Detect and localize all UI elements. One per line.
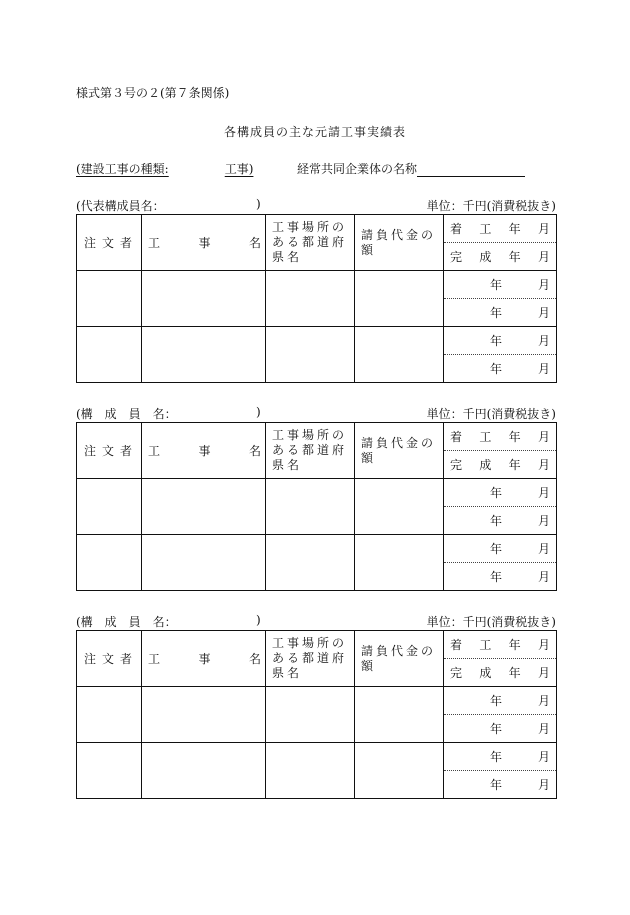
cell-client[interactable]	[77, 327, 142, 383]
performance-table-2	[76, 422, 557, 591]
member-close-paren: )	[256, 197, 261, 211]
member-label: (構 成 員 名：	[76, 407, 177, 421]
cell-client[interactable]	[77, 687, 142, 743]
header-contract-amount: 請負代金の 額	[355, 423, 444, 479]
header-client: 注文者	[77, 423, 142, 479]
header-start-date: 着 工 年 月	[444, 215, 557, 243]
cell-start-date[interactable]: 年 月	[444, 687, 557, 715]
unit-label: 単位：千円(消費税抜き)	[426, 407, 556, 421]
cell-project-name[interactable]	[142, 271, 266, 327]
cell-finish-date[interactable]: 年 月	[444, 715, 557, 743]
work-type-line	[76, 160, 253, 177]
cell-project-name[interactable]	[142, 479, 266, 535]
jv-name-line	[297, 160, 525, 177]
header-client: 注文者	[77, 631, 142, 687]
performance-table-1	[76, 214, 557, 383]
header-project-name: 工 事 名	[142, 423, 266, 479]
header-project-name: 工 事 名	[142, 215, 266, 271]
header-location: 工事場所の ある都道府 県名	[266, 215, 355, 271]
cell-location[interactable]	[266, 687, 355, 743]
page-title: 各構成員の主な元請工事実績表	[223, 125, 406, 139]
jv-name-blank[interactable]	[417, 163, 525, 177]
member-label: (構 成 員 名：	[76, 615, 177, 629]
cell-project-name[interactable]	[142, 327, 266, 383]
cell-start-date[interactable]: 年 月	[444, 479, 557, 507]
header-contract-amount: 請負代金の 額	[355, 215, 444, 271]
cell-start-date[interactable]: 年 月	[444, 271, 557, 299]
cell-location[interactable]	[266, 479, 355, 535]
header-finish-date: 完 成 年 月	[444, 659, 557, 687]
section-header-3	[76, 613, 556, 629]
header-project-name: 工 事 名	[142, 631, 266, 687]
cell-start-date[interactable]: 年 月	[444, 535, 557, 563]
header-finish-date: 完 成 年 月	[444, 243, 557, 271]
cell-start-date[interactable]: 年 月	[444, 327, 557, 355]
header-contract-amount: 請負代金の 額	[355, 631, 444, 687]
cell-location[interactable]	[266, 327, 355, 383]
form-number: 様式第３号の２(第７条関係)	[76, 86, 230, 100]
cell-amount[interactable]	[355, 687, 444, 743]
header-location: 工事場所の ある都道府 県名	[266, 631, 355, 687]
header-location: 工事場所の ある都道府 県名	[266, 423, 355, 479]
cell-client[interactable]	[77, 479, 142, 535]
cell-location[interactable]	[266, 743, 355, 799]
work-type-suffix: 工事)	[224, 162, 254, 176]
cell-start-date[interactable]: 年 月	[444, 743, 557, 771]
section-header-2	[76, 405, 556, 421]
jv-name-label: 経常共同企業体の名称	[297, 162, 418, 176]
cell-client[interactable]	[77, 743, 142, 799]
member-close-paren: )	[256, 613, 261, 627]
cell-amount[interactable]	[355, 479, 444, 535]
cell-location[interactable]	[266, 535, 355, 591]
unit-label: 単位：千円(消費税抜き)	[426, 615, 556, 629]
member-close-paren: )	[256, 405, 261, 419]
cell-project-name[interactable]	[142, 743, 266, 799]
cell-amount[interactable]	[355, 327, 444, 383]
cell-amount[interactable]	[355, 743, 444, 799]
header-start-date: 着 工 年 月	[444, 423, 557, 451]
cell-project-name[interactable]	[142, 535, 266, 591]
cell-amount[interactable]	[355, 271, 444, 327]
cell-finish-date[interactable]: 年 月	[444, 299, 557, 327]
cell-amount[interactable]	[355, 535, 444, 591]
performance-table-3	[76, 630, 557, 799]
unit-label: 単位：千円(消費税抜き)	[426, 199, 556, 213]
section-header-1	[76, 197, 556, 213]
work-type-prefix: (建設工事の種類:	[76, 162, 169, 176]
cell-project-name[interactable]	[142, 687, 266, 743]
cell-client[interactable]	[77, 535, 142, 591]
header-client: 注文者	[77, 215, 142, 271]
header-start-date: 着 工 年 月	[444, 631, 557, 659]
cell-finish-date[interactable]: 年 月	[444, 563, 557, 591]
cell-client[interactable]	[77, 271, 142, 327]
cell-location[interactable]	[266, 271, 355, 327]
header-finish-date: 完 成 年 月	[444, 451, 557, 479]
cell-finish-date[interactable]: 年 月	[444, 355, 557, 383]
member-label: (代表構成員名：	[76, 199, 165, 213]
cell-finish-date[interactable]: 年 月	[444, 771, 557, 799]
cell-finish-date[interactable]: 年 月	[444, 507, 557, 535]
